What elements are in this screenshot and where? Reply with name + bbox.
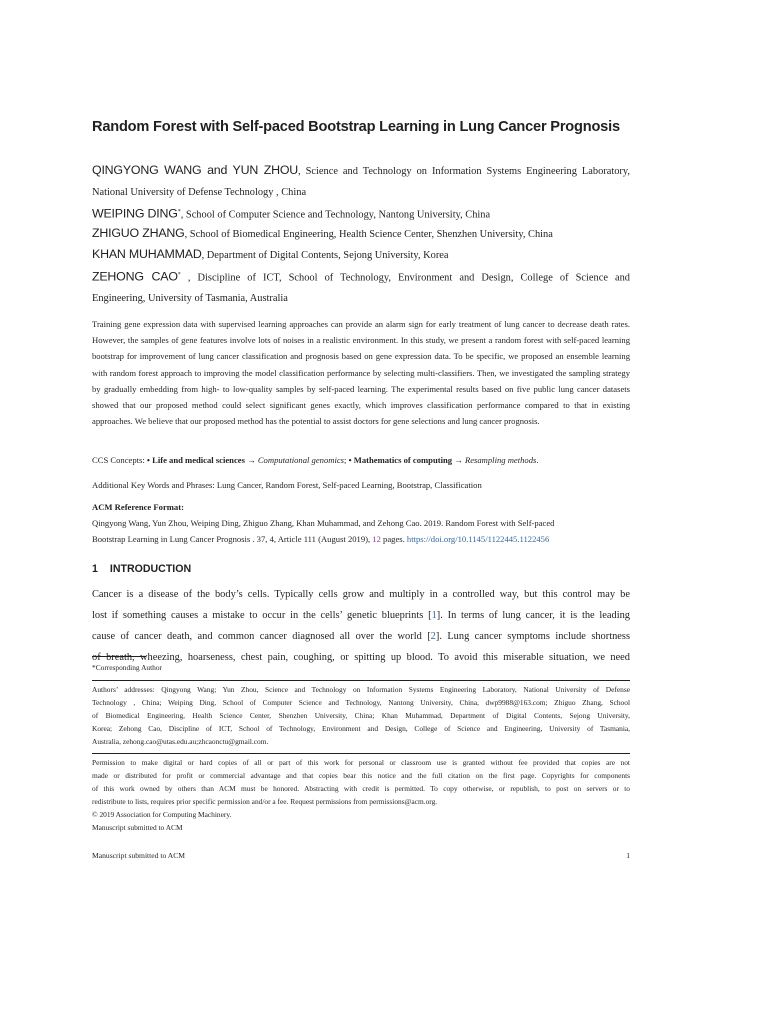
author-names: QINGYONG WANG and YUN ZHOU: [92, 163, 299, 177]
doi-link[interactable]: https://doi.org/10.1145/1122445.1122456: [406, 534, 550, 544]
section-number: 1: [92, 563, 98, 575]
abstract: Training gene expression data with supervised learning approaches can provide an alarm sign for early treatment of lung cancer to decrease death rates. However, the samples of gene features involve lots of noises in a realistic environment. In this study, we present a random forest with self-paced learning bootstrap for improvement of lung cancer classification and prognosis based on gene expression data. To be specific, we proposed an ensemble learning with random forest approach to improving the model classification performance by selecting multi-classifiers. Then, we investigated the sampling strategy by gradually embedding from high- to low-quality samples by self-paced learning. The experimental results based on five public lung cancer datasets showed that our proposed method could select significant genes exactly, which improves classification performance compared to that in existing approaches. We believe that our proposed method has the potential to assist doctors for gene selections and lung cancer prognosis.: [92, 319, 630, 427]
intro-text: lost if something causes a mistake to occur in the cells’ genetic blueprints [: [92, 610, 432, 621]
citation-link-1[interactable]: 1: [431, 610, 437, 621]
page-count-link[interactable]: 12: [372, 534, 381, 544]
ccs-bullet: •: [348, 455, 352, 465]
author-affiliation: , School of Computer Science and Technology, Nantong University, China: [180, 209, 491, 221]
corresponding-mark: *: [177, 272, 181, 278]
permission-rule: [92, 753, 630, 754]
copyright-line: © 2019 Association for Computing Machinery.: [92, 810, 232, 819]
permission-line: redistribute to lists, requires prior specific permission and/or a fee. Request permissions from permissions@acm.org.: [92, 797, 438, 806]
ccs-concept-1: Life and medical sciences: [149, 455, 245, 465]
intro-line: [92, 626, 630, 647]
author-block-3: [92, 223, 630, 245]
manuscript-note: Manuscript submitted to ACM: [92, 823, 183, 832]
author-affiliation-cont: National University of Defense Technology , China: [92, 187, 307, 198]
author-names: KHAN MUHAMMAD: [92, 247, 202, 261]
address-line: Korea; Zehong Cao, Discipline of ICT, School of Technology, Environment and Design, College of Science and Engineering, University of Tasmania,: [92, 724, 630, 733]
ccs-separator: ;: [344, 455, 349, 465]
author-block-2: [92, 202, 630, 225]
ccs-end: .: [536, 455, 539, 465]
intro-paragraph: [92, 584, 630, 668]
ccs-concept-2-sub: Resampling methods: [464, 455, 537, 465]
section-title: INTRODUCTION: [109, 563, 192, 575]
paper-title: Random Forest with Self-paced Bootstrap Learning in Lung Cancer Prognosis: [92, 119, 620, 135]
author-block-5: [92, 265, 630, 309]
ccs-arrow: →: [244, 455, 258, 465]
author-affiliation: , Science and Technology on Information Systems Engineering Laboratory,: [298, 166, 630, 177]
corresponding-mark: *: [177, 209, 181, 215]
address-line: Technology , China; Weiping Ding, School of Computer Science and Technology, Nantong University, China, dwp9988@163.com; Zhiguo Zhang, School: [92, 698, 630, 707]
acm-reference-heading: ACM Reference Format:: [92, 502, 184, 512]
address-line: of Biomedical Engineering, Health Science Center, Shenzhen University, China; Khan Muhammad, Department of Digital Contents, Sejong University,: [92, 711, 630, 720]
author-affiliation: , Department of Digital Contents, Sejong University, Korea: [201, 250, 449, 261]
address-line: Authors’ addresses: Qingyong Wang; Yun Zhou, Science and Technology on Information Systems Engineering Laboratory, National University of Defense: [92, 685, 630, 694]
author-names: ZHIGUO ZHANG: [92, 226, 185, 240]
author-block-1: [92, 160, 630, 203]
intro-text: ]. Lung cancer symptoms include shortness: [435, 631, 630, 642]
page-footer: [92, 851, 630, 860]
author-names: ZEHONG CAO: [92, 269, 178, 284]
author-affiliation: , School of Biomedical Engineering, Health Science Center, Shenzhen University, China: [184, 229, 553, 240]
intro-line: [92, 605, 630, 626]
permission-line: made or distributed for profit or commercial advantage and that copies bear this notice and the full citation on the first page. Copyrights for components: [92, 771, 630, 780]
author-affiliation: , Discipline of ICT, School of Technology, Environment and Design, College of Science and: [180, 272, 630, 284]
ccs-concepts: [92, 455, 630, 465]
page-number: 1: [626, 851, 630, 860]
authors-addresses: [92, 683, 630, 748]
permission-line: Permission to make digital or hard copies of all or part of this work for personal or classroom use is granted without fee provided that copies are not: [92, 758, 630, 767]
acm-reference-text: pages.: [380, 534, 407, 544]
acm-reference-line1: Qingyong Wang, Yun Zhou, Weiping Ding, Zhiguo Zhang, Khan Muhammad, and Zehong Cao. 2019. Random Forest with Self-paced: [92, 518, 555, 528]
address-line: Australia, zehong.cao@utas.edu.au;zhcaonctu@gmail.com.: [92, 737, 269, 746]
intro-text: ]. In terms of lung cancer, it is the leading: [436, 610, 630, 621]
ccs-concept-1-sub: Computational genomics: [257, 455, 345, 465]
citation-link-2[interactable]: 2: [430, 631, 436, 642]
intro-line: of breath, wheezing, hoarseness, chest pain, coughing, or spitting up blood. To avoid this miserable situation, we need: [92, 652, 630, 663]
intro-line: Cancer is a disease of the body’s cells. Typically cells grow and multiply in a controlled way, but this control may be: [92, 589, 630, 600]
ccs-bullet: •: [146, 455, 150, 465]
ccs-concept-2: Mathematics of computing: [351, 455, 453, 465]
acm-reference-text: Bootstrap Learning in Lung Cancer Prognosis . 37, 4, Article 111 (August 2019),: [92, 534, 373, 544]
permission-block: [92, 756, 630, 834]
intro-text: cause of cancer death, and common cancer diagnosed all over the world [: [92, 631, 431, 642]
acm-reference-line2: [92, 534, 630, 544]
footnote-rule: [92, 656, 146, 657]
author-names: WEIPING DING: [92, 206, 178, 221]
ccs-label: CCS Concepts:: [92, 455, 147, 465]
footer-left: Manuscript submitted to ACM: [92, 851, 186, 860]
corresponding-author-note: *Corresponding Author: [92, 663, 163, 672]
author-affiliation-cont: Engineering, University of Tasmania, Australia: [92, 293, 288, 305]
ccs-arrow: →: [452, 455, 465, 465]
keywords: Additional Key Words and Phrases: Lung Cancer, Random Forest, Self-paced Learning, Bootstrap, Classification: [92, 480, 482, 490]
permission-line: of this work owned by others than ACM must be honored. Abstracting with credit is permitted. To copy otherwise, or republish, to post on servers or to: [92, 784, 630, 793]
section-heading: [92, 563, 191, 575]
addresses-rule: [92, 680, 630, 681]
author-block-4: [92, 244, 630, 266]
